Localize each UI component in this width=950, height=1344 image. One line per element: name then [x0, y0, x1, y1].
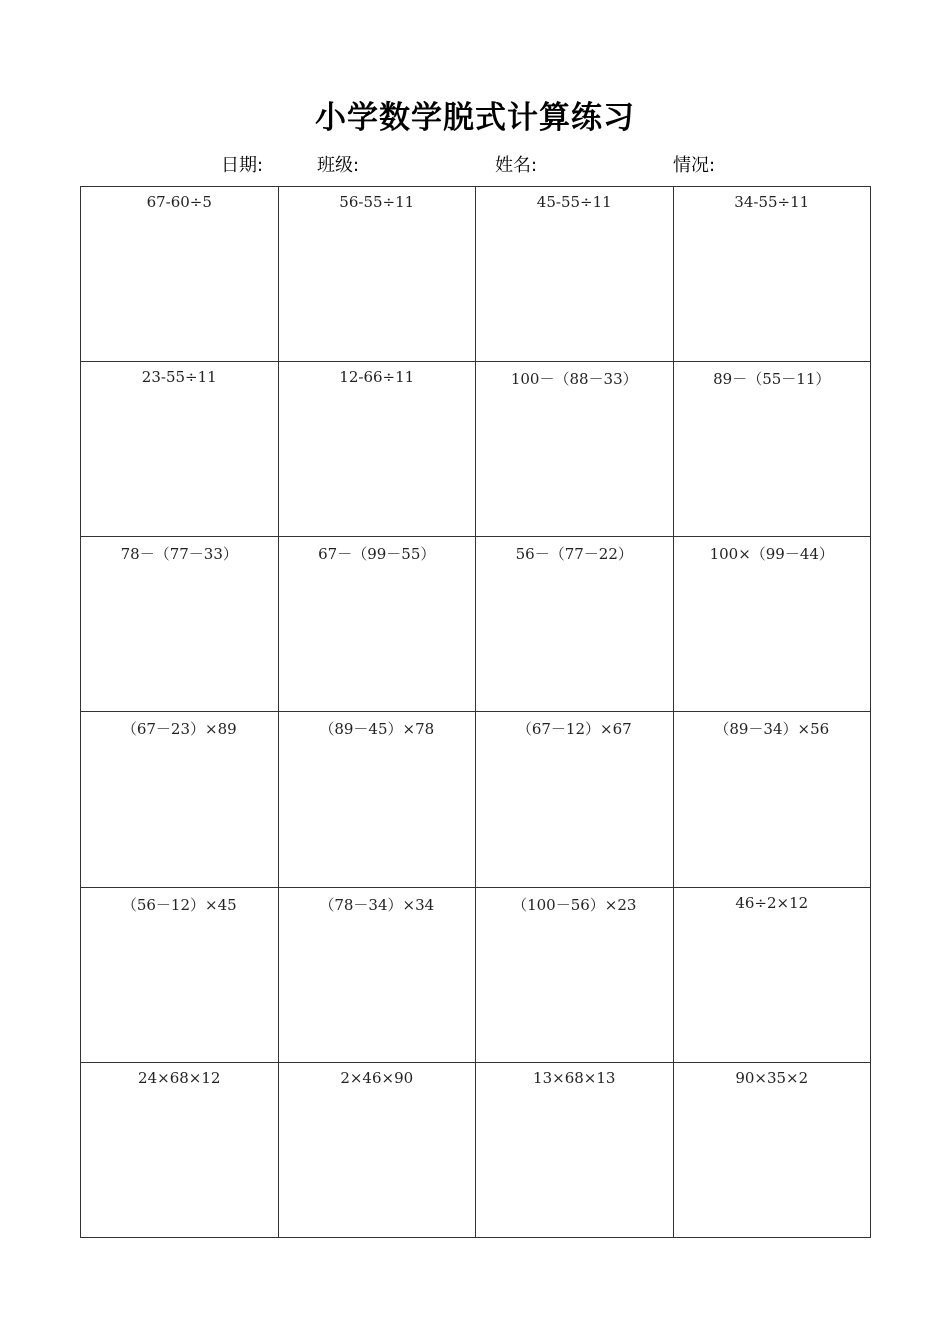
- problem-cell: 100－（88－33）: [476, 362, 674, 537]
- problem-cell: 67－（99－55）: [278, 537, 476, 712]
- problem-cell: 23-55÷11: [81, 362, 279, 537]
- problem-row: [81, 712, 871, 887]
- problem-cell: 56-55÷11: [278, 187, 476, 362]
- problem-cell: 2×46×90: [278, 1062, 476, 1237]
- problem-cell: （100－56）×23: [476, 887, 674, 1062]
- problem-row: [81, 1062, 871, 1237]
- problem-cell: （89－34）×56: [673, 712, 871, 887]
- page-title: 小学数学脱式计算练习: [315, 100, 635, 136]
- problem-cell: 34-55÷11: [673, 187, 871, 362]
- problem-cell: 46÷2×12: [673, 887, 871, 1062]
- problem-cell: 24×68×12: [81, 1062, 279, 1237]
- problem-cell: （56－12）×45: [81, 887, 279, 1062]
- problem-grid: [80, 186, 871, 1238]
- problem-row: [81, 537, 871, 712]
- problem-cell: 12-66÷11: [278, 362, 476, 537]
- problem-cell: 90×35×2: [673, 1062, 871, 1237]
- problem-cell: 100×（99－44）: [673, 537, 871, 712]
- problem-row: [81, 362, 871, 537]
- problem-cell: 45-55÷11: [476, 187, 674, 362]
- problem-row: [81, 187, 871, 362]
- problem-cell: 56－（77－22）: [476, 537, 674, 712]
- problem-cell: 13×68×13: [476, 1062, 674, 1237]
- problem-cell: （67－12）×67: [476, 712, 674, 887]
- problem-cell: （67－23）×89: [81, 712, 279, 887]
- problem-row: [81, 887, 871, 1062]
- problem-cell: 78－（77－33）: [81, 537, 279, 712]
- class-label: 班级:: [317, 155, 360, 176]
- date-label: 日期:: [221, 155, 264, 176]
- status-label: 情况:: [673, 155, 716, 176]
- problem-cell: 89－（55－11）: [673, 362, 871, 537]
- name-label: 姓名:: [495, 155, 538, 176]
- problem-cell: （89－45）×78: [278, 712, 476, 887]
- problem-cell: 67-60÷5: [81, 187, 279, 362]
- problem-cell: （78－34）×34: [278, 887, 476, 1062]
